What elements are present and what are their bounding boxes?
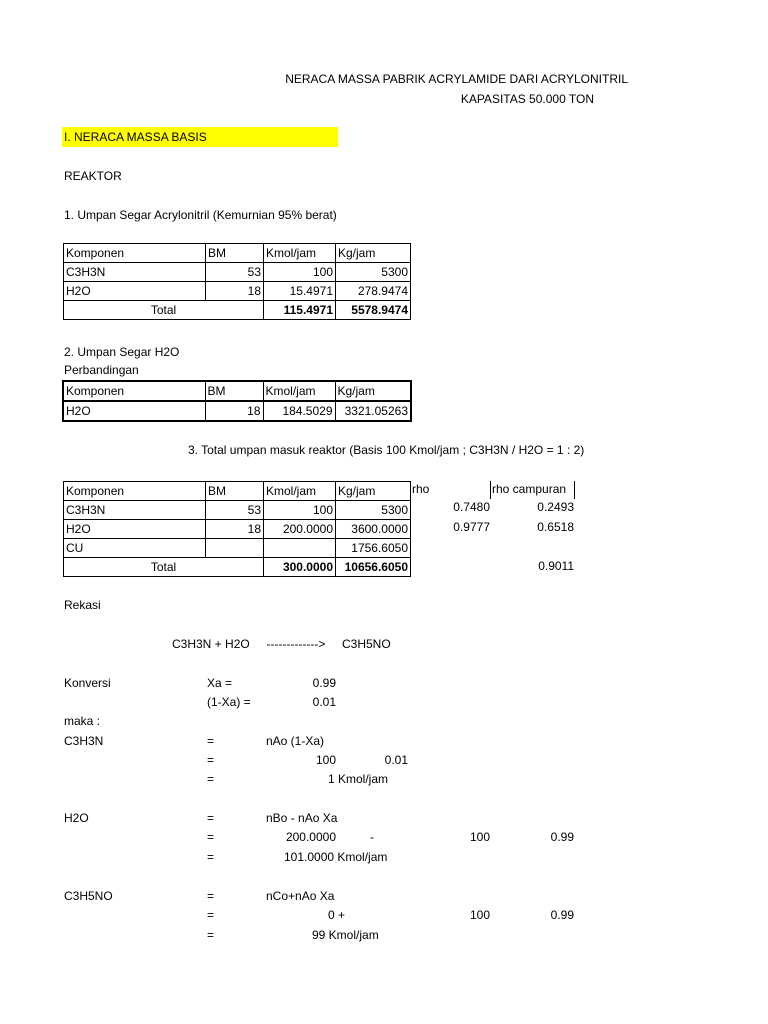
calc-h2o-v2: 100 bbox=[469, 830, 490, 844]
calc-c3h5no-name: C3H5NO bbox=[64, 889, 113, 903]
equals-sign: = bbox=[207, 734, 215, 748]
header-cell: Komponen bbox=[64, 482, 206, 501]
cell: 15.4971 bbox=[264, 282, 336, 301]
equals-sign: = bbox=[207, 753, 215, 767]
reaction-equation: C3H3N + H2O -------------> C3H5NO bbox=[172, 637, 391, 651]
calc-c3h5no-formula: nCo+nAo Xa bbox=[266, 889, 335, 903]
cell: 184.5029 bbox=[263, 401, 335, 421]
header-cell: Kmol/jam bbox=[263, 381, 335, 401]
rho-divider bbox=[490, 481, 491, 499]
header-cell: Komponen bbox=[64, 244, 206, 263]
title-clip bbox=[0, 72, 628, 87]
calc-h2o-v1: 200.0000 bbox=[285, 830, 336, 844]
reaksi-label: Rekasi bbox=[64, 598, 101, 612]
one-minus-xa-label: (1-Xa) = bbox=[207, 695, 251, 709]
table-umpan-acrylonitril bbox=[63, 243, 411, 320]
cell: H2O bbox=[64, 282, 206, 301]
table-umpan-h2o bbox=[62, 380, 412, 422]
cell: 278.9474 bbox=[336, 282, 411, 301]
calc-c3h3n-v1: 100 bbox=[315, 753, 336, 767]
cell: 100 bbox=[264, 501, 336, 520]
cell: H2O bbox=[63, 401, 205, 421]
calc-h2o-result: 101.0000 Kmol/jam bbox=[284, 850, 388, 864]
rho-campuran-h2o: 0.6518 bbox=[537, 520, 574, 534]
cell: 3321.05263 bbox=[335, 401, 411, 421]
cell: 53 bbox=[206, 501, 264, 520]
table-header-row bbox=[63, 381, 411, 401]
konversi-label: Konversi bbox=[64, 676, 111, 690]
table2-subheading: Perbandingan bbox=[64, 363, 139, 377]
table1-heading: 1. Umpan Segar Acrylonitril (Kemurnian 95% berat) bbox=[64, 208, 337, 222]
calc-c3h3n-v2: 0.01 bbox=[384, 753, 408, 767]
one-minus-xa-value: 0.01 bbox=[312, 695, 336, 709]
cell: C3H3N bbox=[64, 501, 206, 520]
cell: 18 bbox=[205, 401, 263, 421]
table-row bbox=[64, 520, 411, 539]
cell: 5300 bbox=[336, 263, 411, 282]
cell bbox=[206, 539, 264, 558]
xa-label: Xa = bbox=[207, 676, 233, 690]
cell: 5578.9474 bbox=[336, 301, 411, 320]
xa-value: 0.99 bbox=[312, 676, 336, 690]
cell: 5300 bbox=[336, 501, 411, 520]
calc-h2o-op: - bbox=[370, 830, 374, 844]
rho-c3h3n: 0.7480 bbox=[453, 500, 490, 514]
calc-c3h3n-formula: nAo (1-Xa) bbox=[266, 734, 325, 748]
equals-sign: = bbox=[207, 772, 215, 786]
total-label: Total bbox=[64, 301, 264, 320]
cell: 115.4971 bbox=[264, 301, 336, 320]
calc-h2o-name: H2O bbox=[64, 811, 89, 825]
calc-c3h3n-name: C3H3N bbox=[64, 734, 104, 748]
rho-campuran-c3h3n: 0.2493 bbox=[537, 500, 574, 514]
header-cell: Kg/jam bbox=[335, 381, 411, 401]
calc-c3h5no-v3: 0.99 bbox=[550, 908, 574, 922]
rho-campuran-divider bbox=[574, 481, 575, 499]
calc-c3h3n-result: 1 Kmol/jam bbox=[328, 772, 389, 786]
header-cell: Kmol/jam bbox=[264, 482, 336, 501]
rho-header: rho bbox=[412, 482, 430, 496]
maka-label: maka : bbox=[64, 714, 101, 728]
cell: 18 bbox=[206, 520, 264, 539]
table3-heading: 3. Total umpan masuk reaktor (Basis 100 Kmol/jam ; C3H3N / H2O = 1 : 2) bbox=[188, 443, 585, 457]
table2-heading: 2. Umpan Segar H2O bbox=[64, 345, 180, 359]
table-row bbox=[64, 282, 411, 301]
cell: H2O bbox=[64, 520, 206, 539]
rho-campuran-total: 0.9011 bbox=[538, 559, 574, 573]
table-row bbox=[64, 501, 411, 520]
header-cell: Komponen bbox=[63, 381, 205, 401]
equals-sign: = bbox=[207, 850, 215, 864]
calc-c3h5no-v2: 100 bbox=[469, 908, 490, 922]
header-cell: Kmol/jam bbox=[264, 244, 336, 263]
section-title: I. NERACA MASSA BASIS bbox=[64, 130, 207, 144]
equals-sign: = bbox=[207, 811, 215, 825]
calc-c3h5no-result: 99 Kmol/jam bbox=[312, 928, 379, 942]
equals-sign: = bbox=[207, 908, 215, 922]
cell: 3600.0000 bbox=[336, 520, 411, 539]
cell bbox=[264, 539, 336, 558]
table-total-row bbox=[64, 558, 411, 577]
cell: 200.0000 bbox=[264, 520, 336, 539]
table-header-row bbox=[64, 244, 411, 263]
reaktor-label: REAKTOR bbox=[64, 169, 122, 183]
cell: C3H3N bbox=[64, 263, 206, 282]
calc-c3h5no-v1: 0 + bbox=[327, 908, 345, 922]
page-title: NERACA MASSA PABRIK ACRYLAMIDE DARI ACRYLONITRIL bbox=[285, 72, 628, 86]
table3-heading-clip bbox=[188, 443, 585, 458]
header-cell: Kg/jam bbox=[336, 482, 411, 501]
equals-sign: = bbox=[207, 928, 215, 942]
table-header-row bbox=[64, 482, 411, 501]
header-cell: BM bbox=[206, 244, 264, 263]
cell: CU bbox=[64, 539, 206, 558]
total-label: Total bbox=[64, 558, 264, 577]
header-cell: BM bbox=[206, 482, 264, 501]
cell: 10656.6050 bbox=[336, 558, 411, 577]
equals-sign: = bbox=[207, 889, 215, 903]
calc-h2o-formula: nBo - nAo Xa bbox=[266, 811, 338, 825]
table-total-row bbox=[64, 301, 411, 320]
cell: 300.0000 bbox=[264, 558, 336, 577]
page-subtitle: KAPASITAS 50.000 TON bbox=[460, 92, 594, 106]
calc-h2o-v3: 0.99 bbox=[550, 830, 574, 844]
table-row bbox=[63, 401, 411, 421]
cell: 53 bbox=[206, 263, 264, 282]
cell: 18 bbox=[206, 282, 264, 301]
table-row bbox=[64, 263, 411, 282]
rho-h2o: 0.9777 bbox=[453, 520, 490, 534]
table-total-umpan bbox=[63, 481, 411, 577]
rho-campuran-clip bbox=[492, 482, 576, 497]
header-cell: Kg/jam bbox=[336, 244, 411, 263]
cell: 1756.6050 bbox=[336, 539, 411, 558]
table-row bbox=[64, 539, 411, 558]
subtitle-clip bbox=[0, 92, 594, 107]
header-cell: BM bbox=[205, 381, 263, 401]
cell: 100 bbox=[264, 263, 336, 282]
rho-campuran-header: rho campuran bbox=[492, 482, 567, 496]
equals-sign: = bbox=[207, 830, 215, 844]
